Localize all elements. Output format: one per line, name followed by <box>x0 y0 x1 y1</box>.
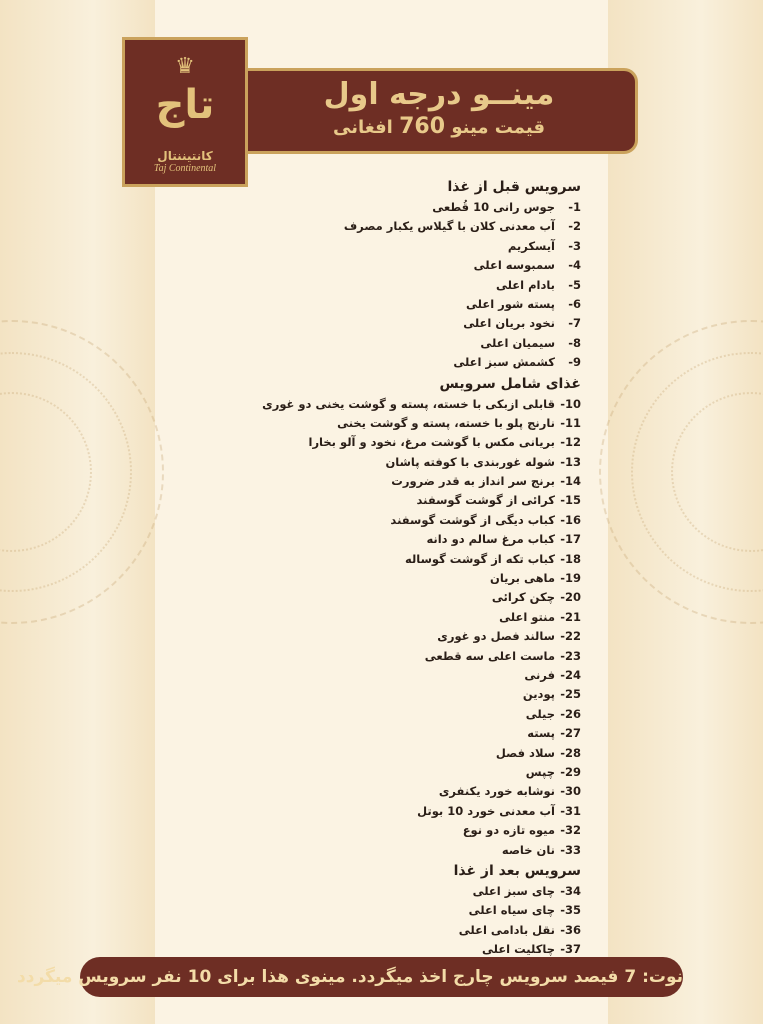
menu-item <box>281 295 581 314</box>
menu-item-number: 6- <box>568 296 581 311</box>
menu-item-text: پسته شور اعلی <box>466 296 555 311</box>
menu-item <box>281 666 581 685</box>
menu-item <box>281 453 581 472</box>
menu-item-number: 9- <box>568 355 581 370</box>
menu-item <box>281 550 581 569</box>
menu-item-text: کباب تکه از گوشت گوساله <box>404 551 555 566</box>
menu-item <box>281 353 581 372</box>
menu-item-text: کباب دیگی از گوشت گوسفند <box>390 512 555 527</box>
menu-item-number: 33- <box>560 842 581 857</box>
menu-item <box>281 256 581 275</box>
menu-item <box>281 217 581 236</box>
menu-item <box>281 802 581 821</box>
menu-item <box>281 334 581 353</box>
section-title: غذای شامل سرویس <box>439 375 581 392</box>
menu-item-number: 23- <box>560 648 581 663</box>
menu-item <box>281 782 581 801</box>
footer-note: نوت: 7 فیصد سرویس چارج اخذ میگردد. مینوی هذا برای 10 نفر سرویس میگردد <box>80 957 683 997</box>
menu-item <box>262 395 581 414</box>
menu-item-number: 25- <box>560 687 581 702</box>
menu-item-text: کرائی از گوشت گوسفند <box>416 493 555 508</box>
menu-item-number: 18- <box>560 551 581 566</box>
menu-item-number: 16- <box>560 512 581 527</box>
menu-item-text: نارنج پلو با خسته، پسته و گوشت یخنی <box>337 415 555 430</box>
menu-item-text: نان خاصه <box>501 842 555 857</box>
menu-item-number: 8- <box>568 335 581 350</box>
crown-icon: ♛ <box>175 54 195 79</box>
logo-arabic-text: کانتیننتال <box>157 149 213 163</box>
menu-item-number: 24- <box>560 667 581 682</box>
menu-item-number: 3- <box>568 238 581 253</box>
menu-item-number: 21- <box>560 609 581 624</box>
menu-item <box>281 511 581 530</box>
section-title: سرویس بعد از غذا <box>453 862 581 879</box>
menu-price-line <box>243 114 635 139</box>
menu-item-number: 31- <box>560 803 581 818</box>
menu-item-number: 30- <box>560 784 581 799</box>
menu-item-text: بریانی مکس با گوشت مرغ، نخود و آلو بخارا <box>308 435 555 450</box>
menu-item-text: سالند فصل دو غوری <box>437 629 555 644</box>
menu-item <box>281 821 581 840</box>
price-value: 760 <box>399 114 446 139</box>
menu-item-text: قابلی ازبکی با خسته، پسته و گوشت یخنی دو غوری <box>262 396 555 411</box>
menu-item-text: چپس <box>525 764 555 779</box>
menu-item <box>281 901 581 920</box>
menu-item-number: 34- <box>560 883 581 898</box>
menu-item-number: 36- <box>560 922 581 937</box>
menu-item <box>281 882 581 901</box>
menu-item <box>281 491 581 510</box>
menu-item-text: فرنی <box>524 667 555 682</box>
menu-item-number: 35- <box>560 903 581 918</box>
menu-item-number: 19- <box>560 571 581 586</box>
menu-item-text: کشمش سبز اعلی <box>453 355 555 370</box>
menu-item-text: سیمیان اعلی <box>480 335 555 350</box>
menu-item <box>281 685 581 704</box>
menu-item-number: 7- <box>568 316 581 331</box>
menu-list <box>262 176 581 959</box>
menu-item <box>281 276 581 295</box>
price-prefix: قیمت مینو <box>451 117 545 138</box>
menu-item-text: ماست اعلی سه قطعی <box>424 648 555 663</box>
menu-item <box>281 314 581 333</box>
menu-item-text: آیسکریم <box>507 238 555 253</box>
menu-item <box>281 921 581 940</box>
menu-item-text: برنج سر انداز به قدر ضرورت <box>391 474 555 489</box>
menu-item <box>281 608 581 627</box>
menu-item-text: چای سیاه اعلی <box>468 903 555 918</box>
menu-item-text: چکن کرائی <box>491 590 555 605</box>
menu-item-text: چاکلیت اعلی <box>482 942 555 957</box>
menu-item-number: 14- <box>560 474 581 489</box>
menu-item <box>281 763 581 782</box>
menu-item <box>281 647 581 666</box>
menu-item <box>281 198 581 217</box>
menu-item <box>281 472 581 491</box>
menu-item <box>281 627 581 646</box>
menu-item-text: آب معدنی خورد 10 بوتل <box>417 803 555 818</box>
menu-item-number: 11- <box>560 415 581 430</box>
menu-item <box>281 705 581 724</box>
menu-item-number: 15- <box>560 493 581 508</box>
menu-item <box>281 588 581 607</box>
menu-item-number: 37- <box>560 942 581 957</box>
menu-item-text: پودین <box>522 687 555 702</box>
menu-item <box>281 744 581 763</box>
menu-item <box>281 530 581 549</box>
menu-item-number: 32- <box>560 823 581 838</box>
menu-item-text: پسته <box>527 726 555 741</box>
menu-item-number: 2- <box>568 219 581 234</box>
menu-item-text: جیلی <box>525 706 555 721</box>
logo-mark: تاج <box>155 82 215 128</box>
menu-item-text: کباب مرغ سالم دو دانه <box>426 532 555 547</box>
menu-item-text: بادام اعلی <box>495 277 555 292</box>
menu-item-number: 12- <box>560 435 581 450</box>
menu-item <box>281 841 581 860</box>
menu-item-number: 17- <box>560 532 581 547</box>
menu-title: مینــو درجه اول <box>323 77 555 112</box>
menu-item <box>281 433 581 452</box>
menu-header <box>240 68 638 154</box>
menu-item-text: سلاد فصل <box>495 745 555 760</box>
menu-item-number: 22- <box>560 629 581 644</box>
menu-item-number: 1- <box>568 200 581 214</box>
menu-item-text: نوشابه خورد یکنفری <box>438 784 555 799</box>
logo-english-text: Taj Continental <box>153 163 217 174</box>
menu-item-text: نخود بریان اعلی <box>463 316 555 331</box>
menu-item-number: 28- <box>560 745 581 760</box>
menu-item-text: شوله غوربندی با کوفته پاشان <box>385 454 555 469</box>
menu-item <box>281 237 581 256</box>
menu-item <box>281 414 581 433</box>
menu-item-text: ماهی بریان <box>490 571 555 586</box>
menu-item-number: 20- <box>560 590 581 605</box>
taj-continental-logo <box>122 37 248 187</box>
menu-item-text: چای سبز اعلی <box>472 883 555 898</box>
menu-item-number: 29- <box>560 764 581 779</box>
menu-item-text: منتو اعلی <box>499 609 555 624</box>
menu-item <box>281 569 581 588</box>
menu-item-number: 4- <box>568 258 581 273</box>
section-title: سرویس قبل از غذا <box>447 179 581 195</box>
menu-item-text: سمبوسه اعلی <box>473 258 555 273</box>
price-currency: افغانی <box>332 117 393 138</box>
menu-item <box>281 724 581 743</box>
menu-item-number: 13- <box>560 454 581 469</box>
menu-item-number: 27- <box>560 726 581 741</box>
menu-item-number: 26- <box>560 706 581 721</box>
menu-item-number: 5- <box>568 277 581 292</box>
menu-item-text: آب معدنی کلان با گیلاس یکبار مصرف <box>343 219 555 234</box>
menu-item-text: جوس رانی 10 قُطعی <box>432 200 555 214</box>
menu-item-text: میوه تازه دو نوع <box>462 823 555 838</box>
menu-item-text: نقل بادامی اعلی <box>458 922 555 937</box>
menu-item-number: 10- <box>560 396 581 411</box>
